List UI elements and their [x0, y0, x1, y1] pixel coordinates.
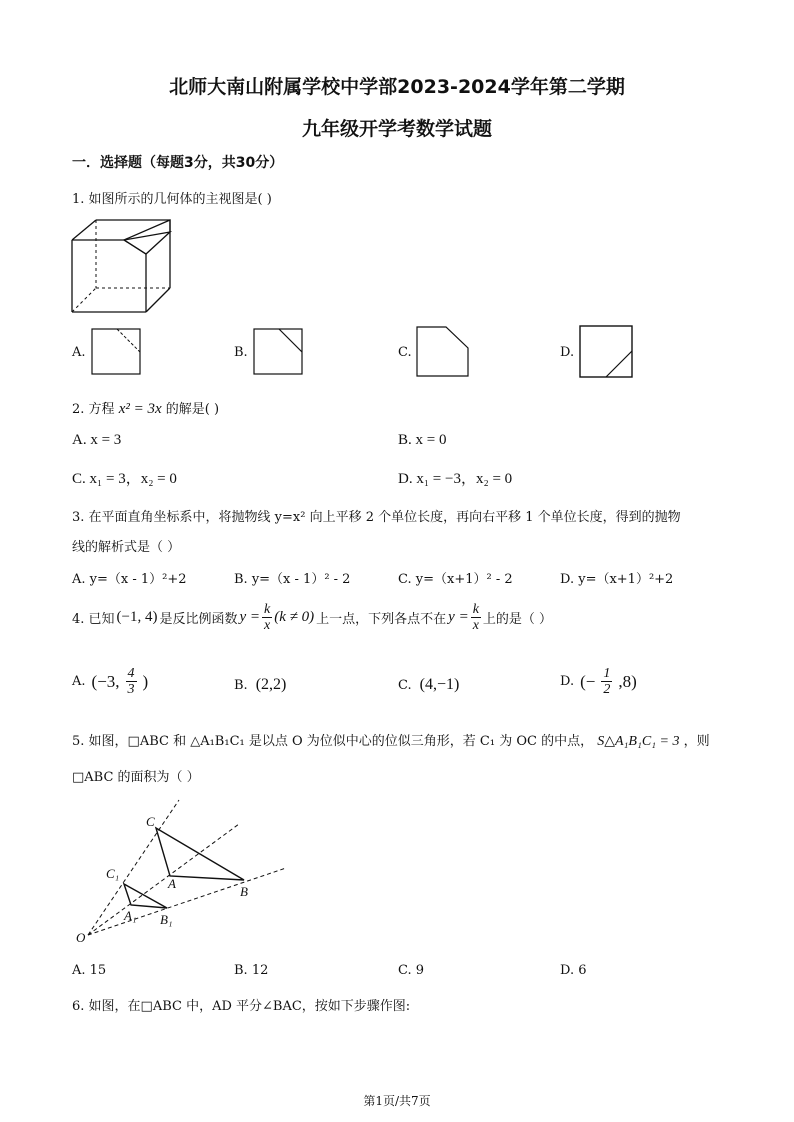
- q2-suffix: 的解是( ): [165, 402, 220, 417]
- q4-fraction-2: [471, 602, 481, 633]
- q1-option-a-figure: [91, 328, 143, 376]
- q5-option-a: A. 15: [72, 963, 107, 978]
- q4-option-d-pre: (−: [580, 671, 596, 691]
- q4-mid: 是反比例函数: [159, 612, 238, 627]
- q4-option-c-value: (4,−1): [419, 676, 460, 693]
- q4-func-y: y =: [239, 609, 261, 625]
- q5-option-d: D. 6: [560, 963, 587, 978]
- q4-condition: (k ≠ 0): [274, 609, 315, 625]
- q4-option-d-label: D.: [560, 674, 575, 689]
- q4-option-a-den: 3: [127, 682, 135, 697]
- q4-mid2: 上一点，下列各点不在: [316, 612, 447, 627]
- q3-option-c: C. y=（x+1）² - 2: [398, 572, 513, 587]
- q4-option-a: [72, 666, 148, 697]
- q1-option-c-label: C.: [398, 345, 412, 360]
- q2-option-b: B. x = 0: [398, 432, 447, 448]
- q4-option-d-frac: [601, 666, 612, 697]
- q4-option-b-value: (2,2): [255, 676, 287, 693]
- label-a1: A₁: [124, 908, 137, 923]
- q4-option-d: [560, 666, 637, 697]
- q4-frac-num-2: k: [472, 602, 479, 617]
- label-c: C: [146, 814, 155, 829]
- q5-option-b: B. 12: [234, 963, 269, 978]
- q4-suffix: 上的是（ ）: [482, 612, 553, 627]
- q4-option-d-num: 1: [603, 666, 611, 681]
- q1-option-b-figure: [253, 328, 305, 376]
- q4-frac-den: x: [264, 618, 271, 633]
- q3-option-b: B. y=（x - 1）² - 2: [234, 572, 351, 587]
- q1-option-b-label: B.: [234, 345, 248, 360]
- label-b1: B₁: [160, 912, 173, 927]
- exam-title-line2: 九年级开学考数学试题: [301, 118, 492, 140]
- q1-option-a-label: A.: [72, 345, 86, 360]
- question-2-text: [72, 398, 219, 418]
- q4-point: (−1, 4): [116, 609, 158, 625]
- q2-option-c: C. x₁ = 3，x₂ = 0: [72, 471, 177, 487]
- q4-option-d-den: 2: [603, 682, 611, 697]
- question-4-text: [72, 602, 552, 633]
- label-c1: C₁: [106, 866, 120, 881]
- q2-equation: x² = 3x: [118, 401, 162, 417]
- label-b: B: [240, 884, 248, 899]
- label-a: A: [168, 876, 176, 891]
- q1-option-d-label: D.: [560, 345, 575, 360]
- q4-option-a-post: ): [142, 671, 149, 691]
- question-5-line2: □ABC 的面积为（ ）: [72, 770, 200, 785]
- q4-option-a-frac: [126, 666, 137, 697]
- q4-frac-num: k: [264, 602, 271, 617]
- section-heading: 一．选择题（每题3分，共30分）: [72, 155, 284, 171]
- q3-option-a: A. y=（x - 1）²+2: [72, 572, 187, 587]
- q5-option-c: C. 9: [398, 963, 425, 978]
- q3-option-d: D. y=（x+1）²+2: [560, 572, 674, 587]
- exam-title-line1: 北师大南山附属学校中学部2023-2024学年第二学期: [169, 76, 625, 98]
- q4-option-c: [398, 676, 459, 694]
- q4-frac-den-2: x: [472, 618, 479, 633]
- q4-option-b: [234, 676, 286, 694]
- q4-fraction: [262, 602, 272, 633]
- cube-figure: [70, 218, 180, 318]
- q1-option-d-figure: [579, 325, 635, 379]
- q1-option-c-figure: [416, 326, 472, 378]
- question-6-text: 6. 如图，在□ABC 中，AD 平分∠BAC，按如下步骤作图:: [72, 999, 411, 1014]
- q2-option-a: A. x = 3: [72, 432, 122, 448]
- question-1-text: 1. 如图所示的几何体的主视图是( ): [72, 192, 272, 207]
- question-3-line1: 3. 在平面直角坐标系中，将抛物线 y=x² 向上平移 2 个单位长度，再向右平移 1 个单位长度，得到的抛物: [72, 510, 681, 525]
- q5-area: S△A₁B₁C₁ = 3: [597, 734, 680, 749]
- q4-option-a-num: 4: [127, 666, 135, 681]
- homothety-triangle-figure: [74, 798, 294, 948]
- q4-func-y2: y =: [448, 609, 469, 625]
- q5-text-a: 5. 如图，□ABC 和 △A₁B₁C₁ 是以点 O 为位似中心的位似三角形，若 C₁ 为 OC 的中点，: [72, 734, 594, 749]
- q5-text-b: ，则: [683, 734, 710, 749]
- q2-prefix: 2. 方程: [72, 402, 115, 417]
- question-3-line2: 线的解析式是（ ）: [72, 540, 181, 555]
- q4-option-b-label: B.: [234, 677, 248, 693]
- label-o: O: [76, 930, 86, 945]
- q4-option-a-pre: (−3,: [91, 671, 120, 691]
- q4-option-a-label: A.: [72, 674, 86, 689]
- q4-prefix: 4. 已知: [72, 612, 115, 627]
- q2-option-d: D. x₁ = −3，x₂ = 0: [398, 471, 513, 487]
- q4-option-d-post: ,8): [618, 671, 637, 691]
- question-5-line1: [72, 730, 710, 750]
- q4-option-c-label: C.: [398, 677, 412, 693]
- page-footer: 第1页/共7页: [363, 1094, 431, 1108]
